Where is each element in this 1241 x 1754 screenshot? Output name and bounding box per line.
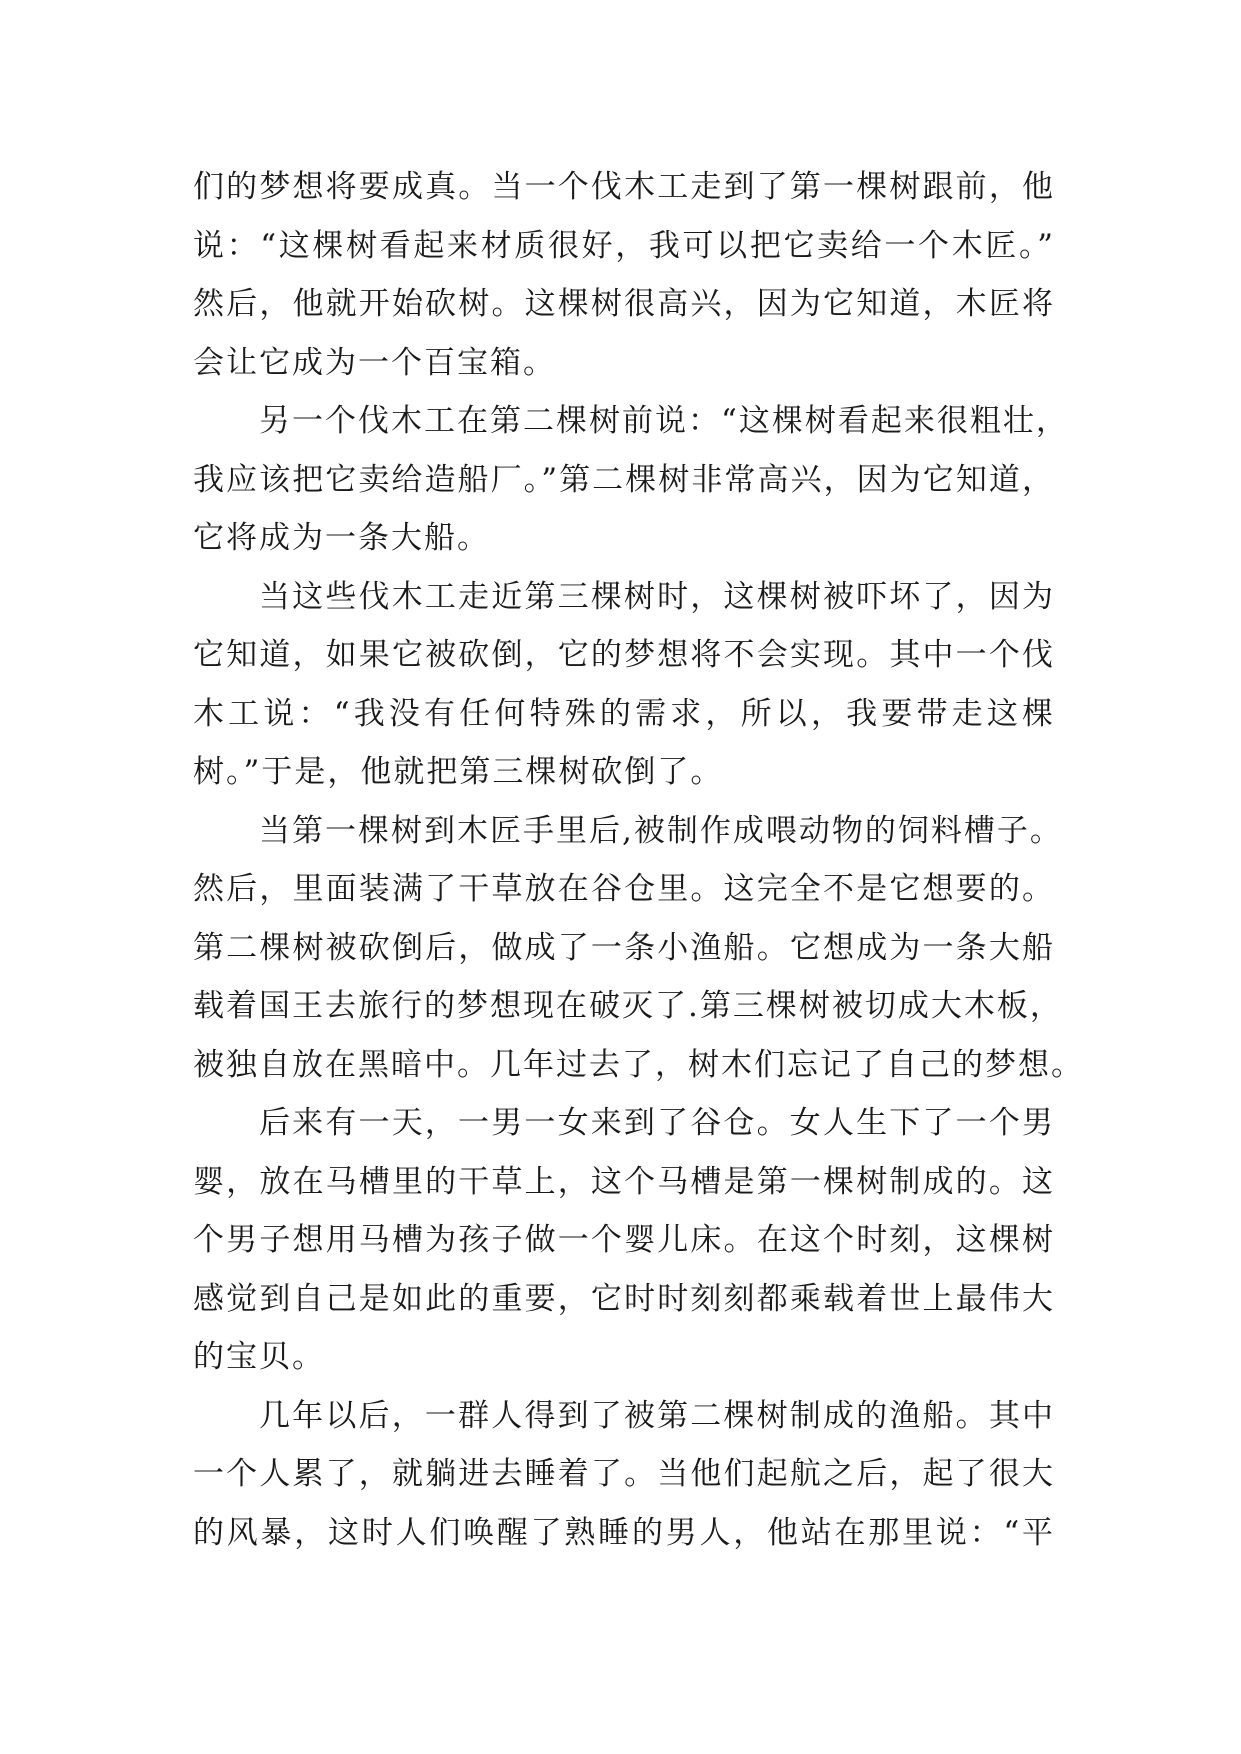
text-line: 后来有一天，一男一女来到了谷仓。女人生下了一个男 [259,1105,1055,1141]
text-line: 的风暴，这时人们唤醒了熟睡的男人，他站在那里说：“平 [193,1514,1055,1551]
text-line: 个男子想用马槽为孩子做一个婴儿床。在这个时刻，这棵树 [193,1222,1055,1258]
text-line: 被独自放在黑暗中。几年过去了，树木们忘记了自己的梦想。 [193,1046,1084,1083]
text-line: 的宝贝。 [193,1339,325,1375]
text-line: 它知道，如果它被砍倒，它的梦想将不会实现。其中一个伐 [193,637,1055,673]
text-line: 一个人累了，就躺进去睡着了。当他们起航之后，起了很大 [193,1456,1055,1492]
text-line: 第二棵树被砍倒后，做成了一条小渔船。它想成为一条大船 [193,929,1055,966]
text-line: 会让它成为一个百宝箱。 [193,344,556,381]
text-line: 另一个伐木工在第二棵树前说：“这棵树看起来很粗壮， [259,403,1069,439]
text-line: 载着国王去旅行的梦想现在破灭了.第三棵树被切成大木板， [193,988,1063,1024]
text-line: 它将成为一条大船。 [193,520,490,556]
text-line: 树。”于是，他就把第三棵树砍倒了。 [193,754,724,790]
text-line: 然后，里面装满了干草放在谷仓里。这完全不是它想要的。 [193,871,1055,907]
text-line: 当第一棵树到木匠手里后,被制作成喂动物的饲料槽子。 [259,812,1063,849]
text-line: 当这些伐木工走近第三棵树时，这棵树被吓坏了，因为 [259,578,1055,615]
text-line: 木工说：“我没有任何特殊的需求，所以，我要带走这棵 [193,695,1055,732]
text-line: 然后，他就开始砍树。这棵树很高兴，因为它知道，木匠将 [193,286,1055,322]
document-body [193,158,1084,1562]
text-line: 们的梦想将要成真。当一个伐木工走到了第一棵树跟前，他 [193,169,1055,205]
text-line: 说：“这棵树看起来材质很好，我可以把它卖给一个木匠。” [193,227,1055,264]
text-line: 几年以后，一群人得到了被第二棵树制成的渔船。其中 [259,1397,1055,1434]
text-line: 感觉到自己是如此的重要，它时时刻刻都乘载着世上最伟大 [193,1280,1055,1317]
text-line: 婴，放在马槽里的干草上，这个马槽是第一棵树制成的。这 [193,1163,1055,1200]
text-line: 我应该把它卖给造船厂。”第二棵树非常高兴，因为它知道， [193,461,1055,498]
